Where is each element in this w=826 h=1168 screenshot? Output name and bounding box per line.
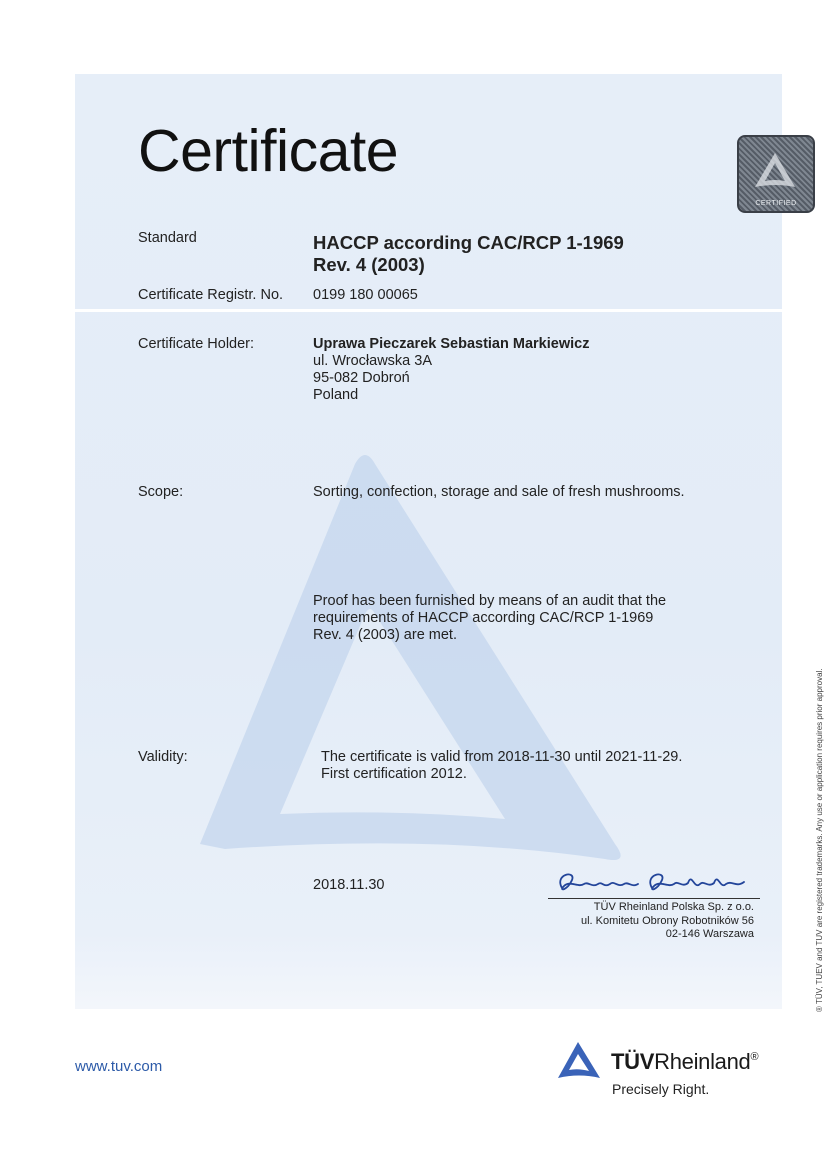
issuer-line-2: ul. Komitetu Obrony Robotników 56	[580, 914, 754, 927]
standard-label: Standard	[138, 230, 197, 246]
trademark-note: ® TÜV, TUEV and TUV are registered trademarks. Any use or application requires prior approval.	[815, 668, 824, 1012]
brand-rest: Rheinland	[654, 1049, 751, 1074]
scope-label: Scope:	[138, 484, 184, 500]
holder-name: Uprawa Pieczarek Sebastian Markiewicz	[313, 336, 590, 352]
tuv-hologram-icon	[737, 135, 815, 213]
issuer-line-3: 02-146 Warszawa	[665, 928, 754, 940]
issuer-address	[581, 901, 754, 942]
holder-city: 95-082 Dobroń	[313, 370, 410, 386]
issuer-line-1: TÜV Rheinland Polska Sp. z o.o.	[593, 901, 754, 913]
registration-label: Certificate Registr. No.	[138, 287, 284, 303]
brand-bold: TÜV	[611, 1049, 655, 1074]
validity-line-1: The certificate is valid from 2018-11-30 until 2021-11-29.	[321, 749, 683, 765]
standard-line-2: Rev. 4 (2003)	[313, 254, 425, 275]
validity-line-2: First certification 2012.	[321, 766, 467, 782]
holder-label: Certificate Holder:	[138, 336, 255, 352]
tuv-triangle-logo-icon	[556, 1040, 602, 1080]
audit-statement	[313, 593, 666, 644]
certificate-title: Certificate	[138, 118, 399, 184]
holder-address	[313, 336, 589, 404]
holder-country: Poland	[313, 387, 359, 403]
signature-line	[548, 898, 760, 899]
registration-number: 0199 180 00065	[313, 287, 418, 303]
header-divider	[75, 309, 782, 312]
audit-line-1: Proof has been furnished by means of an audit that the	[313, 593, 667, 609]
validity-value	[321, 749, 682, 783]
standard-value	[313, 232, 624, 276]
issue-date: 2018.11.30	[313, 877, 385, 893]
audit-line-3: Rev. 4 (2003) are met.	[313, 627, 457, 643]
validity-label: Validity:	[138, 749, 188, 765]
brand-registered-mark: ®	[750, 1051, 759, 1063]
brand-tagline: Precisely Right.	[612, 1081, 710, 1097]
signature-image	[548, 866, 758, 900]
audit-line-2: requirements of HACCP according CAC/RCP 1-1969	[313, 610, 654, 626]
holder-street: ul. Wrocławska 3A	[313, 353, 432, 369]
scope-value: Sorting, confection, storage and sale of fresh mushrooms.	[313, 484, 685, 500]
standard-line-1: HACCP according CAC/RCP 1-1969	[313, 232, 624, 253]
seal-certified-label: CERTIFIED	[755, 200, 797, 207]
website-link[interactable]: www.tuv.com	[75, 1058, 163, 1075]
seal-triangle-icon	[745, 143, 807, 205]
tuv-rheinland-wordmark	[611, 1049, 758, 1075]
